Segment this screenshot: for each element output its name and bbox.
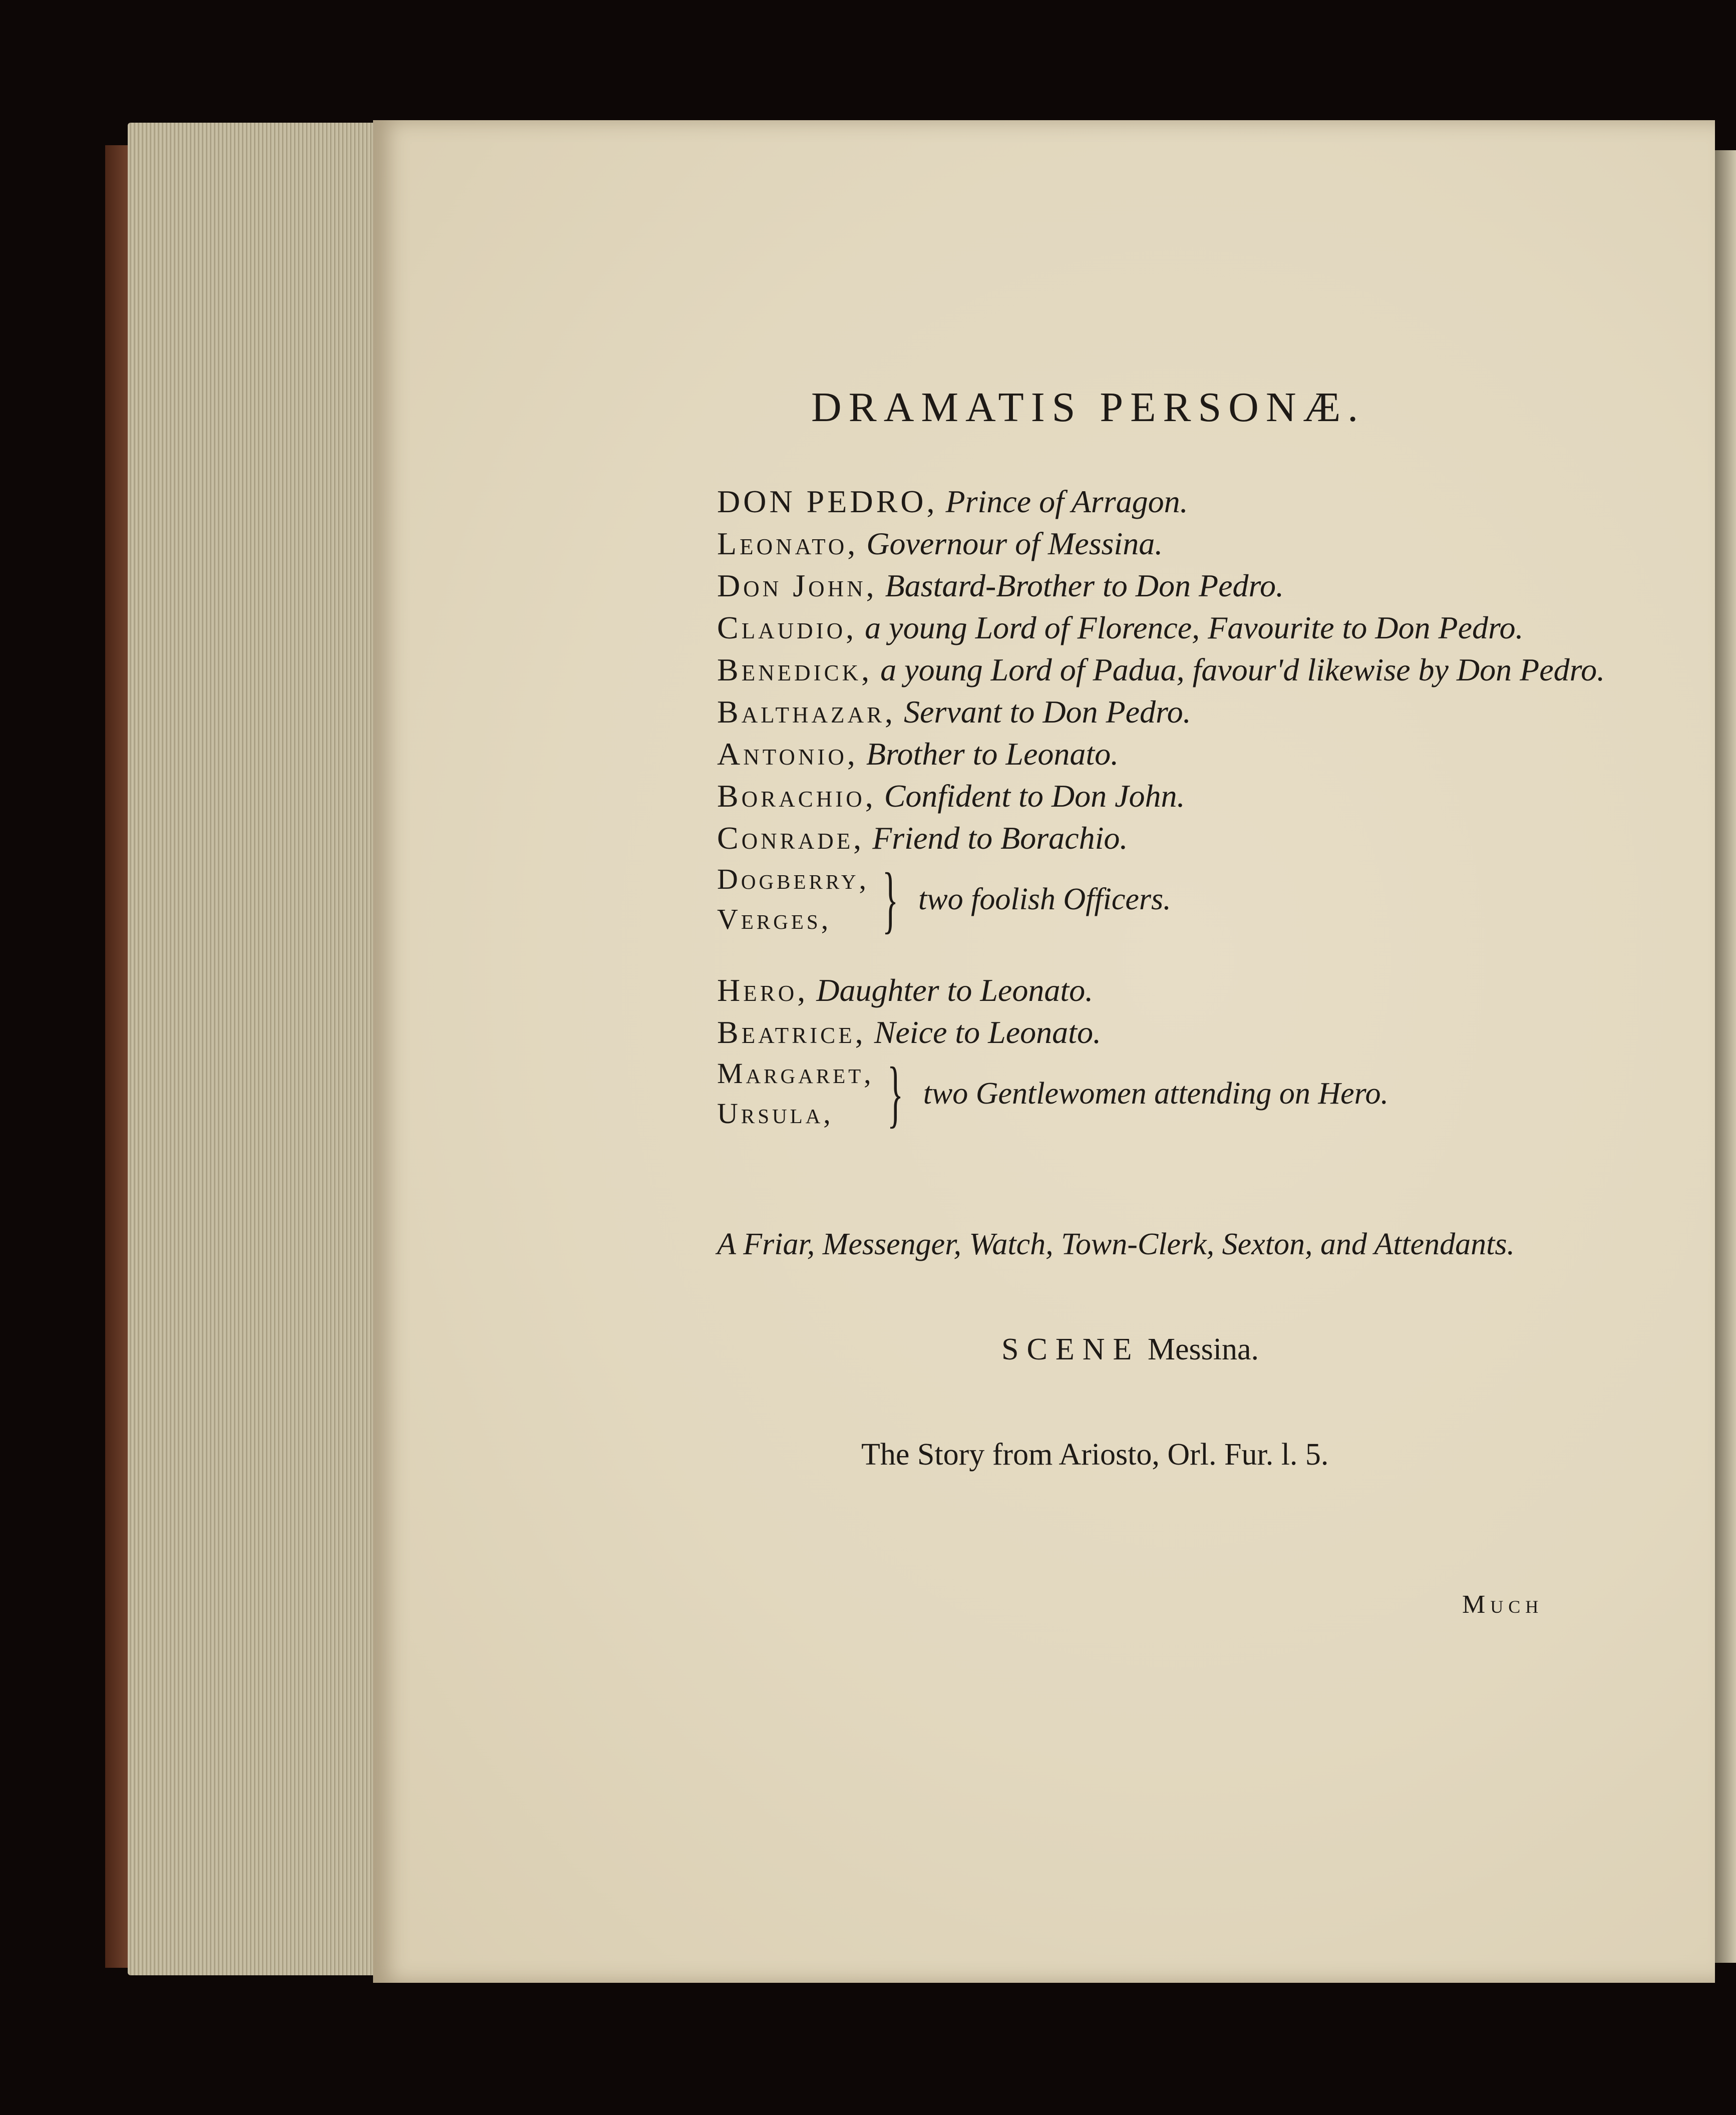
character-description: Friend to Borachio. [872,820,1128,856]
group-description: two foolish Officers. [918,882,1171,916]
character-name: Borachio, [717,778,876,814]
group-description: two Gentlewomen attending on Hero. [923,1076,1388,1111]
character-entry [717,649,1608,691]
brace-icon: } [882,858,899,941]
scene-line [1001,1332,1259,1367]
character-name: Verges, [717,903,832,935]
character-name: Conrade, [717,820,865,856]
gentlewomen-group [717,1053,1608,1134]
character-name: Beatrice, [717,1014,866,1050]
character-description: Daughter to Leonato. [816,972,1094,1008]
character-name: Ursula, [717,1097,834,1130]
officers-group [717,859,1608,939]
character-description: Bastard-Brother to Don Pedro. [885,568,1284,603]
character-entry [717,523,1608,565]
character-name: Benedick, [717,652,873,687]
page-title: DRAMATIS PERSONÆ. [811,384,1365,431]
character-name: Leonato, [717,526,859,561]
character-description: Neice to Leonato. [874,1014,1101,1050]
character-description: Prince of Arragon. [945,484,1188,519]
character-entry [717,565,1608,607]
character-entry [717,481,1608,523]
scene-place: Messina. [1147,1332,1259,1366]
character-name: Hero, [717,972,809,1008]
character-name: Antonio, [717,736,858,772]
character-entry [717,969,1608,1011]
character-entry [717,733,1608,775]
character-name: Claudio, [717,610,857,645]
character-description: a young Lord of Padua, favour'd likewise by Don Pedro. [880,652,1605,687]
character-description: Brother to Leonato. [866,736,1119,772]
brace-icon: } [887,1052,903,1135]
character-entry [717,1011,1608,1053]
scene-label: SCENE [1001,1332,1140,1366]
attendants-line: A Friar, Messenger, Watch, Town-Clerk, Sexton, and Attendants. [717,1227,1515,1261]
character-name: DON PEDRO, [717,484,938,519]
page-edges [128,123,378,1975]
character-description: Governour of Messina. [866,526,1163,561]
character-description: a young Lord of Florence, Favourite to Don Pedro. [865,610,1524,645]
character-name: Dogberry, [717,863,870,895]
character-description: Servant to Don Pedro. [904,694,1191,730]
character-name: Margaret, [717,1057,874,1090]
character-description: Confident to Don John. [884,778,1185,814]
character-list [717,481,1608,1134]
story-source-line: The Story from Ariosto, Orl. Fur. l. 5. [861,1438,1329,1472]
character-entry [717,775,1608,817]
character-entry [717,817,1608,859]
character-name: Don John, [717,568,877,603]
character-entry [717,607,1608,649]
catchword: Much [1462,1590,1544,1619]
character-entry [717,691,1608,733]
character-name: Balthazar, [717,694,896,730]
